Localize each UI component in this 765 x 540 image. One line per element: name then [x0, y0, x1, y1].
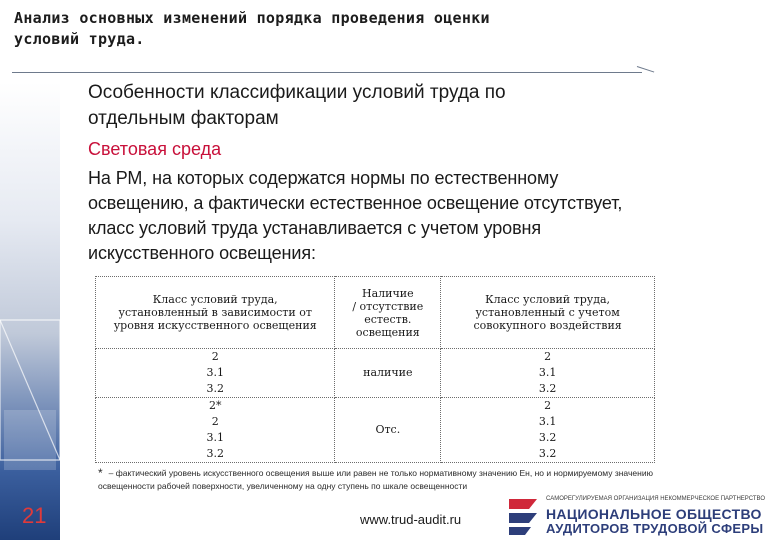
- subtitle-line: Особенности классификации условий труда по: [88, 82, 506, 103]
- table-row: [96, 398, 655, 463]
- subtitle-line: отдельным факторам: [88, 108, 279, 129]
- class-value: 3.2: [206, 382, 224, 395]
- slide-subtitle: [88, 80, 688, 132]
- page-title-line: условий труда.: [14, 30, 145, 48]
- header-text: Наличие: [362, 286, 414, 300]
- class-value: 3.2: [538, 431, 557, 444]
- logo-emblem-icon: [509, 499, 537, 535]
- header-cell-class-combined: [441, 277, 655, 349]
- header-text: естеств.: [364, 312, 412, 326]
- left-geometric-decoration: [0, 300, 60, 490]
- header-text: установленный с учетом: [475, 306, 620, 319]
- table-cell-combined-classes: [441, 349, 655, 398]
- classification-table: [95, 276, 655, 463]
- body-paragraph: [88, 166, 688, 266]
- header-text: освещения: [355, 325, 420, 339]
- title-bar: [0, 0, 720, 70]
- title-divider: [12, 72, 642, 73]
- website-link[interactable]: www.trud-audit.ru: [360, 512, 462, 527]
- class-value: 2*: [208, 399, 222, 412]
- class-value: 3.2: [538, 447, 557, 460]
- logo-title-line1: НАЦИОНАЛЬНОЕ ОБЩЕСТВО: [546, 506, 762, 522]
- logo-title-line2: АУДИТОРОВ ТРУДОВОЙ СФЕРЫ: [546, 521, 764, 536]
- table-cell-presence: наличие: [335, 349, 441, 398]
- header-text: Класс условий труда,: [485, 293, 611, 306]
- logo-caption: САМОРЕГУЛИРУЕМАЯ ОРГАНИЗАЦИЯ НЕКОММЕРЧЕСКОЕ ПАРТНЕРСТВО: [546, 496, 765, 502]
- header-cell-natural-light-presence: [335, 277, 441, 349]
- class-value: 3.2: [206, 447, 224, 460]
- page-number: 21: [22, 503, 47, 528]
- class-value: 3.1: [538, 366, 557, 379]
- paragraph-line: На РМ, на которых содержатся нормы по естественному: [88, 168, 559, 188]
- class-value: 2: [211, 350, 219, 363]
- header-text: / отсутствие: [352, 299, 424, 313]
- header-text: совокупного воздействия: [473, 319, 622, 332]
- paragraph-line: освещению, а фактически естественное освещение отсутствует,: [88, 193, 623, 213]
- section-heading: Световая среда: [88, 139, 222, 159]
- class-value: 3.1: [206, 431, 224, 444]
- table-header-row: [96, 277, 655, 349]
- table-cell-combined-classes: [441, 398, 655, 463]
- page-title-line: Анализ основных изменений порядка проведения оценки: [14, 9, 490, 27]
- footnote-text-line2: освещенности рабочей поверхности, увеличенному на одну ступень по шкале освещенности: [98, 481, 468, 491]
- header-text: уровня искусственного освещения: [113, 319, 317, 332]
- class-value: 3.1: [206, 366, 224, 379]
- table-cell-classes: [96, 398, 335, 463]
- table-row: [96, 349, 655, 398]
- footnote: [98, 467, 698, 493]
- footnote-marker: *: [98, 466, 103, 480]
- paragraph-line: искусственного освещения:: [88, 243, 316, 263]
- header-cell-class-by-artificial-light: [96, 277, 335, 349]
- class-value: 2: [544, 350, 552, 363]
- table-cell-classes: [96, 349, 335, 398]
- header-text: установленный в зависимости от: [118, 306, 312, 319]
- slide-body: [88, 80, 688, 266]
- footnote-text-line1: – фактический уровень искусственного освещения выше или равен не только нормативному значению Ен, но и нормируемому значению: [108, 468, 653, 478]
- paragraph-line: класс условий труда устанавливается с учетом уровня: [88, 218, 542, 238]
- class-value: 3.2: [538, 382, 557, 395]
- table-cell-presence: Отс.: [335, 398, 441, 463]
- class-value: 2: [211, 415, 219, 428]
- header-text: Класс условий труда,: [152, 293, 278, 306]
- class-value: 2: [544, 399, 552, 412]
- class-value: 3.1: [538, 415, 557, 428]
- page-title: [14, 8, 634, 50]
